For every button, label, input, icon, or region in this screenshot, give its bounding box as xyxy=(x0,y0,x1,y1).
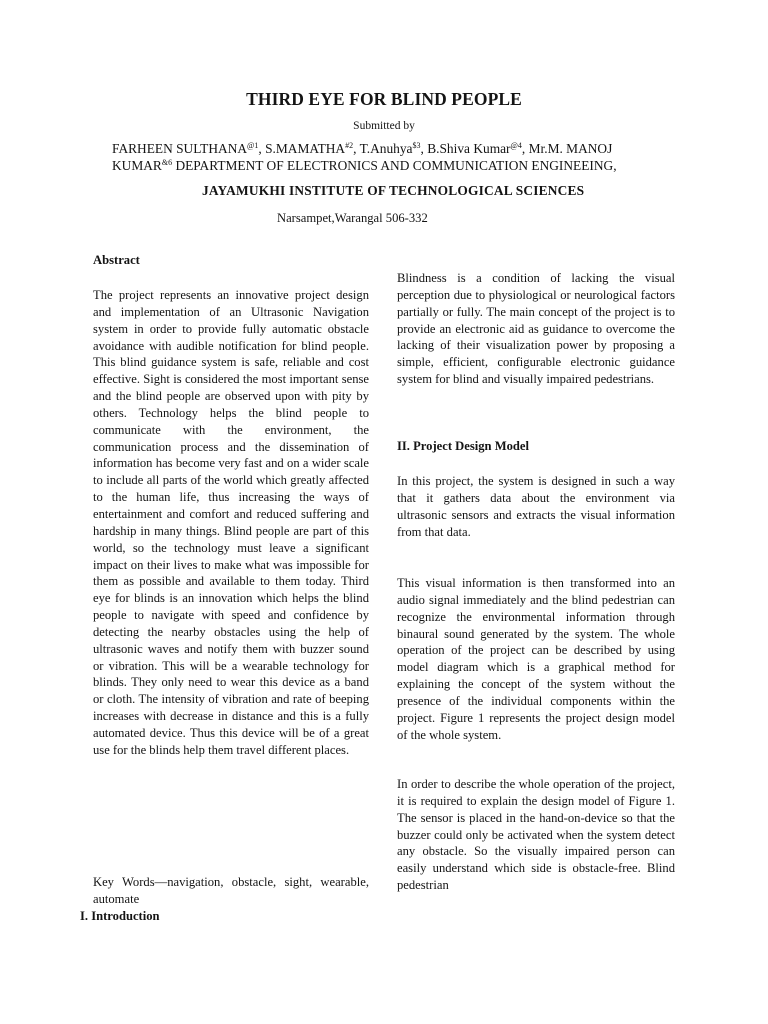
introduction-body xyxy=(397,270,675,388)
institute-name: JAYAMUKHI INSTITUTE OF TECHNOLOGICAL SCIENCES xyxy=(202,183,585,198)
author-name: Mr.M. MANOJ KUMAR xyxy=(112,141,613,173)
abstract-heading xyxy=(93,252,369,269)
department: DEPARTMENT OF ELECTRONICS AND COMMUNICATION ENGINEEING, xyxy=(175,158,617,173)
author-name: T.Anuhya xyxy=(359,141,413,156)
author-mark: @1 xyxy=(247,141,259,150)
author-mark: @4 xyxy=(510,141,522,150)
introduction-heading-text: I. Introduction xyxy=(80,909,160,923)
design-model-text-3: In order to describe the whole operation of the project, it is required to explain the design model of Figure 1. The sensor is placed in the hand-on-device so that the buzzer could only be activated when the system detect any obstacle. So the visually impaired person can easily understand which side is obstacle-free. Blind pedestrian xyxy=(397,777,675,893)
author-sep: , xyxy=(258,141,266,156)
keywords xyxy=(93,874,369,908)
design-model-heading-text: II. Project Design Model xyxy=(397,439,529,453)
design-model-para-2 xyxy=(397,575,675,743)
submitted-by: Submitted by xyxy=(353,120,415,132)
introduction-text: Blindness is a condition of lacking the visual perception due to physiological or neurological factors partially or fully. The main concept of the project is to provide an electronic aid as guidance to overcome the lacking of their visualization power by proposing a simple, efficient, configurable electronic guidance system for blind and visually impaired pedestrians. xyxy=(397,271,675,387)
design-model-para-3 xyxy=(397,776,675,894)
institute-address: Narsampet,Warangal 506-332 xyxy=(277,211,428,225)
abstract-body xyxy=(93,287,369,759)
keywords-text: Key Words—navigation, obstacle, sight, wearable, automate xyxy=(93,875,369,906)
author-sep: , xyxy=(420,141,428,156)
introduction-heading xyxy=(80,908,160,925)
abstract-heading-text: Abstract xyxy=(93,253,140,267)
author-sep: , xyxy=(521,141,529,156)
paper-title: THIRD EYE FOR BLIND PEOPLE xyxy=(246,89,522,109)
author-mark: &6 xyxy=(161,158,173,167)
author-mark: $3 xyxy=(412,141,421,150)
author-list xyxy=(112,140,672,174)
design-model-text-2: This visual information is then transformed into an audio signal immediately and the blind pedestrian can recognize the environmental information through binaural sound generated by the system. The whole operation of the project can be described by using model diagram which is a graphical method for explaining the concept of the system without the presence of the individual components within the project. Figure 1 represents the project design model of the whole system. xyxy=(397,576,675,742)
design-model-text-1: In this project, the system is designed in such a way that it gathers data about the environment via ultrasonic sensors and extracts the visual information from that data. xyxy=(397,474,675,539)
design-model-para-1 xyxy=(397,473,675,540)
design-model-heading xyxy=(397,438,675,455)
author-mark: #2 xyxy=(345,141,354,150)
author-name: S.MAMATHA xyxy=(265,141,346,156)
author-name: B.Shiva Kumar xyxy=(427,141,511,156)
author-name: FARHEEN SULTHANA xyxy=(112,141,248,156)
abstract-text: The project represents an innovative project design and implementation of an Ultrasonic Navigation system in order to provide fully automatic obstacle avoidance with audible notification for blind people. This blind guidance system is safe, reliable and cost effective. Sight is considered the most important sense and the blind people are observed upon with pity by others. Technology helps the blind people to communicate with the environment, the communication process and the dissemination of information has become very fast and on a wider scale to include all parts of the world which greatly affected to the human life, thus increasing the ways of entertainment and comfort and reduced suffering and hardship in many things. Blind people are part of this world, so the technology must leave a significant impact on their lives to make what was impossible for them as possible and available to them today. Third eye for blinds is an innovation which helps the blind people to navigate with speed and confidence by detecting the nearby obstacles using the help of ultrasonic waves and notify them with buzzer sound or vibration. This will be a wearable technology for blinds. They only need to wear this device as a band or cloth. The intensity of vibration and rate of beeping increases with decrease in distance and this is a fully automated device. Thus this device will be of a great use for the blinds help them travel different places. xyxy=(93,288,369,757)
author-sep: , xyxy=(353,141,360,156)
